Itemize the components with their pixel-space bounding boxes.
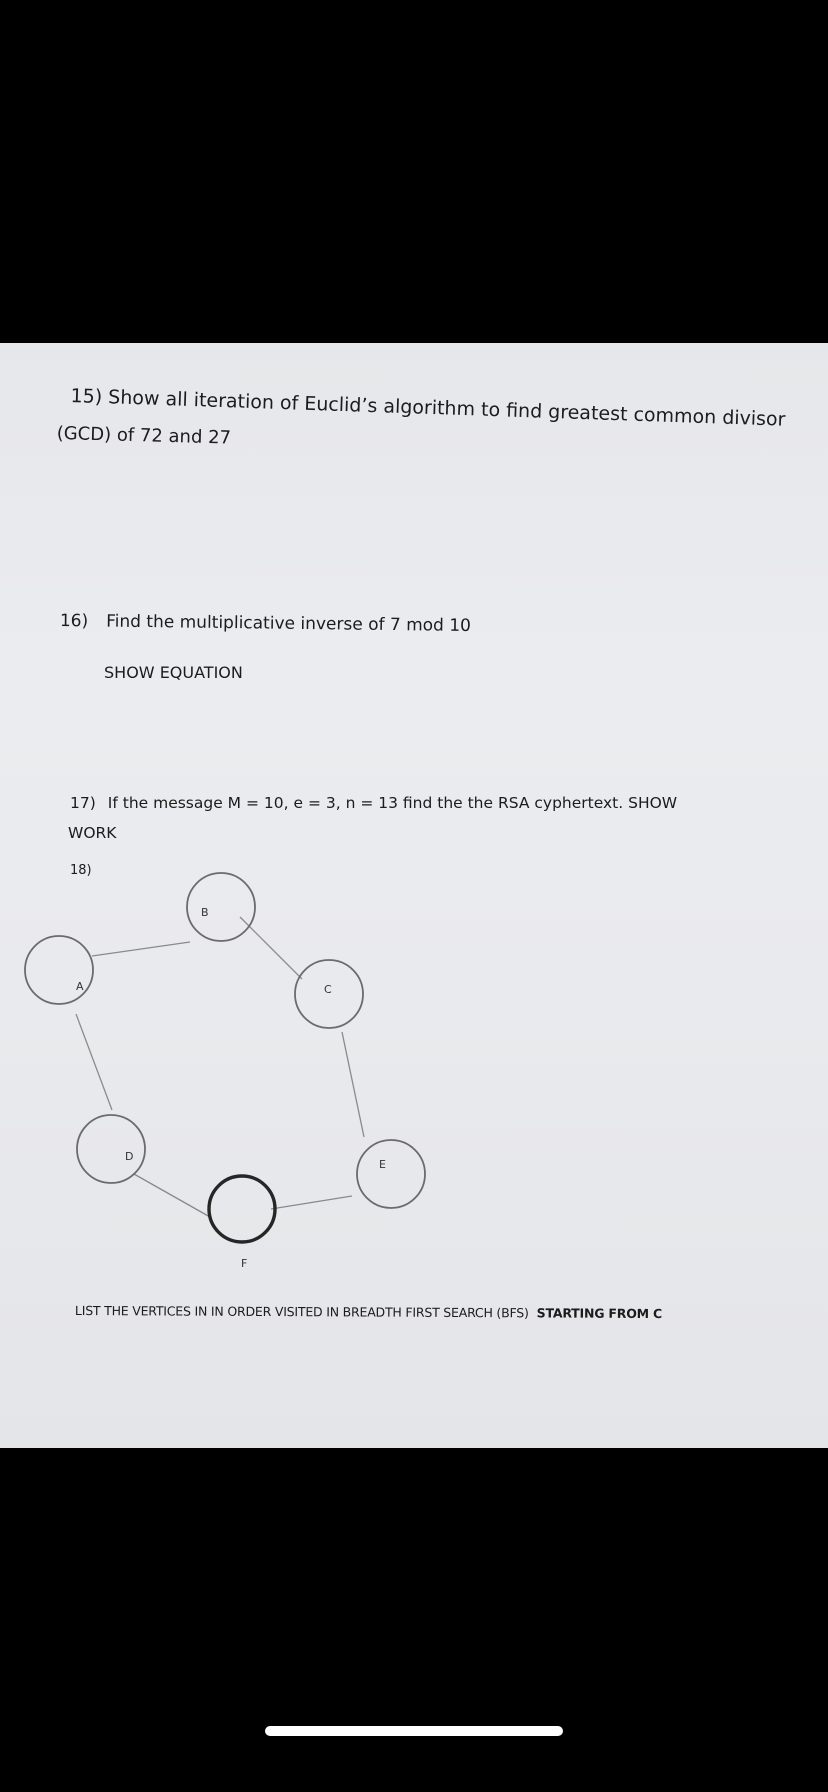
question-17-subtext: WORK <box>68 824 117 842</box>
question-17-text: If the message M = 10, e = 3, n = 13 find the the RSA cyphertext. SHOW <box>107 794 678 812</box>
vertex-label: B <box>201 906 209 919</box>
question-18-number: 18) <box>70 863 92 878</box>
vertex-label: A <box>76 980 84 993</box>
home-indicator-bar[interactable] <box>265 1726 563 1736</box>
edge-a-d <box>76 1014 112 1110</box>
question-17-number: 17) <box>70 794 96 812</box>
question-16-text: Find the multiplicative inverse of 7 mod 10 <box>106 611 472 637</box>
question-15-line-1: 15) Show all iteration of Euclid’s algorithm to find greatest common divisor <box>70 385 786 431</box>
vertex-b <box>187 873 255 941</box>
edge-c-e <box>342 1032 364 1137</box>
graph-diagram <box>0 343 828 1448</box>
vertex-a <box>25 936 93 1004</box>
vertex-d <box>77 1115 145 1183</box>
exam-paper-photo <box>0 343 828 1448</box>
bfs-instruction-text: LIST THE VERTICES IN IN ORDER VISITED IN BREADTH FIRST SEARCH (BFS) <box>74 1303 529 1321</box>
bfs-instruction-emphasis: STARTING FROM C <box>536 1305 663 1322</box>
vertex-label: D <box>125 1150 134 1163</box>
edge-d-f <box>134 1174 210 1217</box>
question-15-line-2: (GCD) of 72 and 27 <box>56 423 232 449</box>
graph-vertices <box>25 873 425 1242</box>
question-16-subtext: SHOW EQUATION <box>104 663 243 682</box>
question-16-number: 16) <box>59 611 89 632</box>
edge-a-b <box>92 942 190 956</box>
edge-f-e <box>271 1196 352 1209</box>
vertex-f <box>209 1176 275 1242</box>
vertex-label: E <box>379 1158 386 1171</box>
vertex-e <box>357 1140 425 1208</box>
question-18-instruction <box>75 1303 662 1321</box>
vertex-label: F <box>241 1257 248 1270</box>
vertex-label: C <box>324 983 332 996</box>
